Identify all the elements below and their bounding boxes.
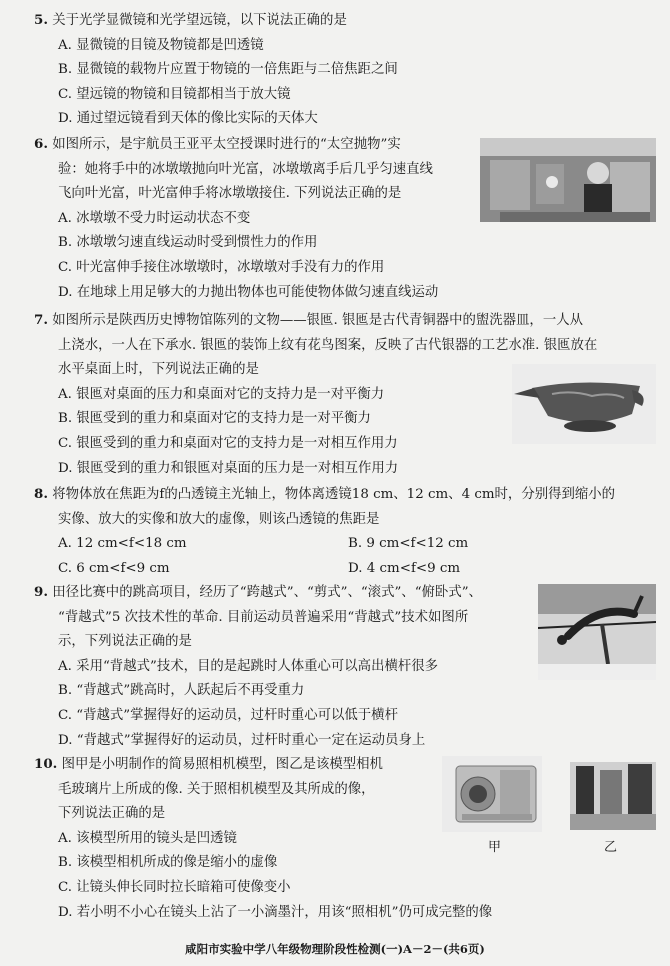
option-d: D. “背越式”掌握得好的运动员，过杆时重心一定在运动员身上	[58, 732, 426, 748]
option-c: C. “背越式”掌握得好的运动员，过杆时重心可以低于横杆	[58, 707, 398, 723]
option-c: C. 叶光富伸手接住冰墩墩时，冰墩墩对手没有力的作用	[58, 259, 385, 275]
question-stem-line: 示，下列说法正确的是	[58, 634, 192, 650]
question-6	[34, 132, 438, 305]
option-a: A. 银匜对桌面的压力和桌面对它的支持力是一对平衡力	[58, 386, 385, 402]
option-b: B. “背越式”跳高时，人跃起后不再受重力	[58, 683, 305, 699]
question-stem-line: 验：她将手中的冰墩墩抛向叶光富，冰墩墩离手后几乎匀速直线	[58, 161, 433, 177]
page-footer: 咸阳市实验中学八年级物理阶段性检测(一)A－2－(共6页)	[185, 942, 485, 956]
question-stem-line: “背越式”5 次技术性的革命. 目前运动员普遍采用“背越式”技术如图所	[58, 609, 469, 625]
option-row	[34, 557, 615, 582]
question-9	[34, 580, 482, 753]
question-stem: 7. 如图所示是陕西历史博物馆陈列的文物——银匜. 银匜是古代青铜器中的盥洗器皿，一人从	[34, 312, 583, 328]
camera-image-photo	[570, 762, 656, 830]
option-c: C. 望远镜的物镜和目镜都相当于放大镜	[58, 86, 291, 102]
question-stem: 8. 将物体放在焦距为f的凸透镜主光轴上，物体离透镜18 cm、12 cm、4 cm时，分别得到缩小的	[34, 486, 616, 502]
option-d: D. 若小明不小心在镜头上沾了一小滴墨汁，用该“照相机”仍可成完整的像	[58, 904, 493, 920]
silver-vessel-photo	[512, 364, 656, 444]
option-c: C. 6 cm<f<9 cm	[58, 560, 170, 576]
option-a: A. 采用“背越式”技术，目的是起跳时人体重心可以高出横杆很多	[58, 658, 439, 674]
option-b: B. 银匜受到的重力和桌面对它的支持力是一对平衡力	[58, 411, 371, 427]
option-d: D. 在地球上用足够大的力抛出物体也可能使物体做匀速直线运动	[58, 284, 439, 300]
question-8	[34, 482, 615, 581]
option-b: B. 冰墩墩匀速直线运动时受到惯性力的作用	[58, 235, 318, 251]
caption-yi: 乙	[604, 840, 618, 855]
question-stem-line: 下列说法正确的是	[58, 806, 166, 822]
option-b: B. 9 cm<f<12 cm	[348, 536, 469, 552]
question-stem: 6. 如图所示，是宇航员王亚平太空授课时进行的“太空抛物”实	[34, 136, 401, 152]
option-c: C. 银匜受到的重力和桌面对它的支持力是一对相互作用力	[58, 435, 398, 451]
option-a: A. 冰墩墩不受力时运动状态不变	[58, 210, 251, 226]
question-10	[34, 752, 492, 925]
caption-jia: 甲	[488, 840, 502, 855]
question-stem: 5. 关于光学显微镜和光学望远镜，以下说法正确的是	[34, 12, 347, 28]
option-a: A. 该模型所用的镜头是凹透镜	[58, 830, 237, 846]
option-c: C. 让镜头伸长同时拉长暗箱可使像变小	[58, 879, 291, 895]
camera-model-photo	[442, 756, 542, 832]
question-stem: 9. 田径比赛中的跳高项目，经历了“跨越式”、“剪式”、“滚式”、“俯卧式”、	[34, 584, 482, 600]
option-d: D. 银匜受到的重力和银匜对桌面的压力是一对相互作用力	[58, 460, 399, 476]
option-a: A. 12 cm<f<18 cm	[58, 536, 187, 552]
question-stem-line: 上浇水，一人在下承水. 银匜的装饰上纹有花鸟图案，反映了古代银器的工艺水准. 银匜放在	[58, 337, 598, 353]
question-stem-line: 水平桌面上时，下列说法正确的是	[58, 362, 259, 378]
space-station-photo	[480, 138, 656, 222]
option-d: D. 通过望远镜看到天体的像比实际的天体大	[58, 111, 318, 127]
question-stem-line: 飞向叶光富，叶光富伸手将冰墩墩接住. 下列说法正确的是	[58, 186, 402, 202]
option-d: D. 4 cm<f<9 cm	[348, 560, 461, 576]
question-5	[34, 8, 398, 132]
high-jump-photo	[538, 584, 656, 680]
option-b: B. 该模型相机所成的像是缩小的虚像	[58, 855, 278, 871]
question-stem: 10. 图甲是小明制作的简易照相机模型，图乙是该模型相机	[34, 756, 383, 772]
option-b: B. 显微镜的载物片应置于物镜的一倍焦距与二倍焦距之间	[58, 62, 398, 78]
option-row	[34, 532, 615, 557]
question-stem-line: 实像、放大的实像和放大的虚像，则该凸透镜的焦距是	[58, 511, 380, 527]
option-a: A. 显微镜的目镜及物镜都是凹透镜	[58, 37, 264, 53]
question-stem-line: 毛玻璃片上所成的像. 关于照相机模型及其所成的像，	[58, 781, 375, 797]
